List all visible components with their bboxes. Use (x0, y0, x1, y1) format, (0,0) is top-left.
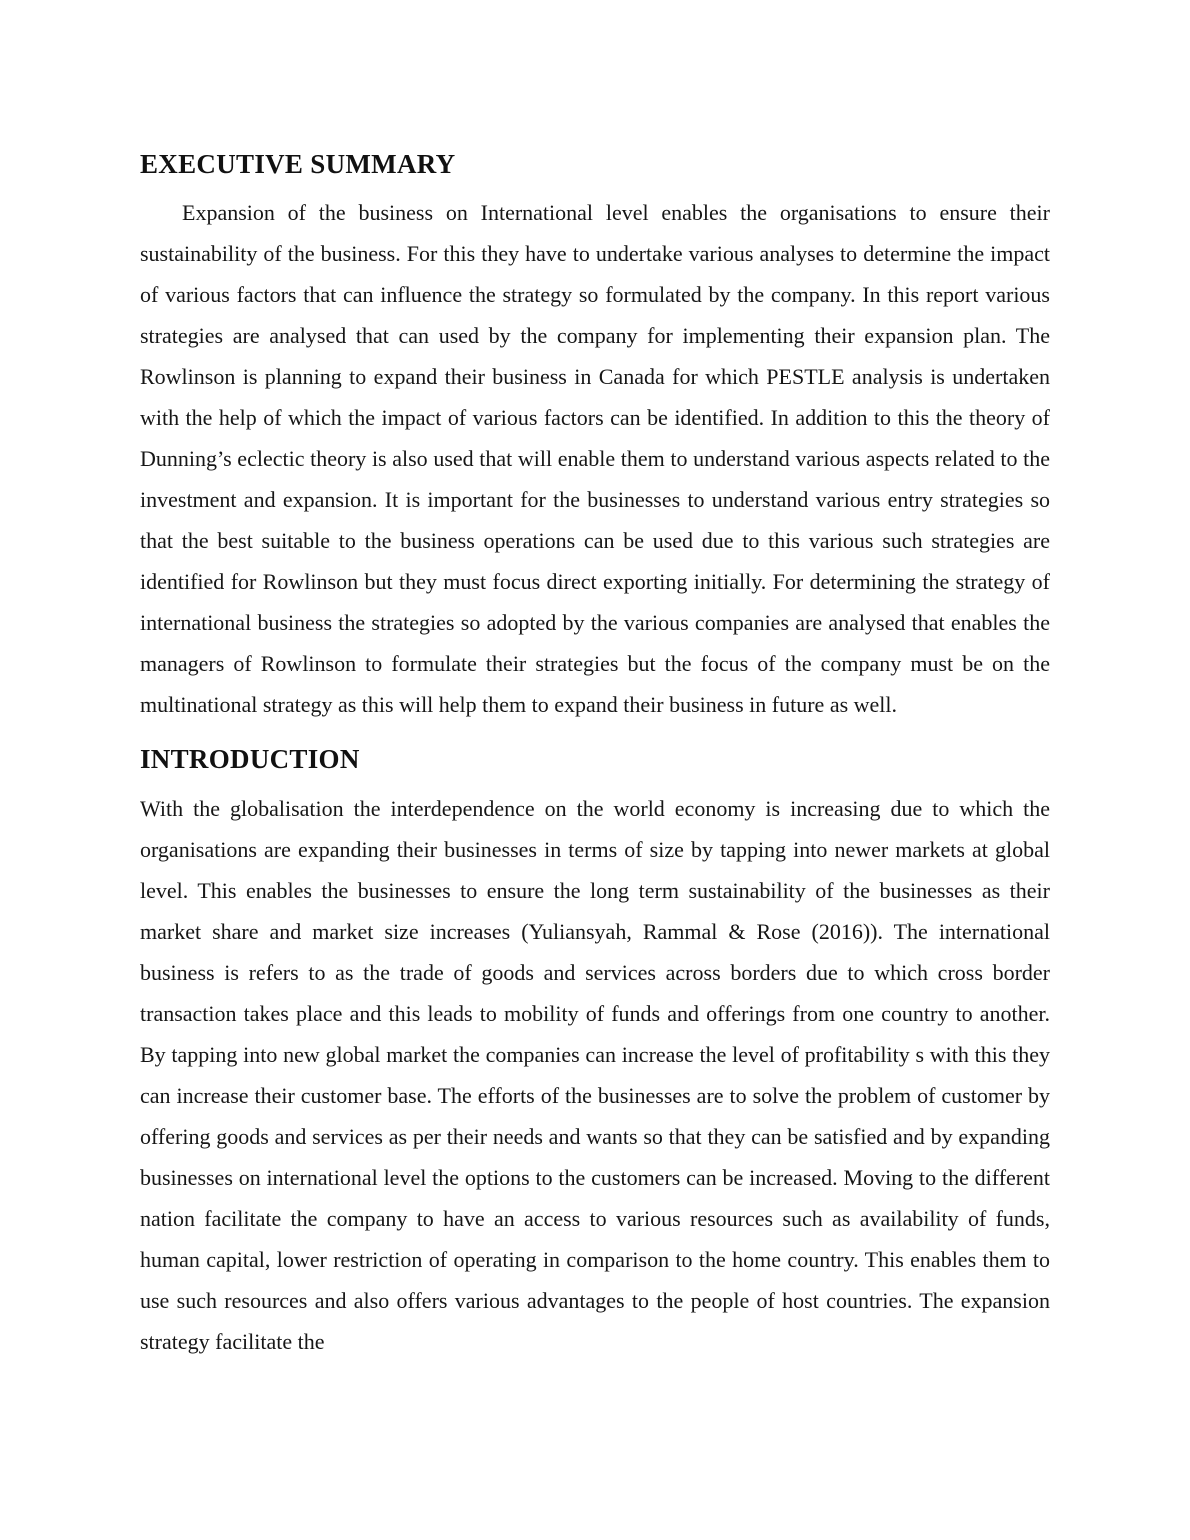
paragraph-executive-summary: Expansion of the business on International level enables the organisations to ensure their sustainability of the business. For this they have to undertake various analyses to determine the impact of various factors that can influence the strategy so formulated by the company. In this report various strategies are analysed that can used by the company for implementing their expansion plan. The Rowlinson is planning to expand their business in Canada for which PESTLE analysis is undertaken with the help of which the impact of various factors can be identified. In addition to this the theory of Dunning’s eclectic theory is also used that will enable them to understand various aspects related to the investment and expansion. It is important for the businesses to understand various entry strategies so that the best suitable to the business operations can be used due to this various such strategies are identified for Rowlinson but they must focus direct exporting initially. For determining the strategy of international business the strategies so adopted by the various companies are analysed that enables the managers of Rowlinson to formulate their strategies but the focus of the company must be on the multinational strategy as this will help them to expand their business in future as well. (140, 200, 1050, 718)
heading-executive-summary: EXECUTIVE SUMMARY (140, 149, 456, 179)
paragraph-introduction: With the globalisation the interdependence on the world economy is increasing due to which the organisations are expanding their businesses in terms of size by tapping into newer markets at global level. This enables the businesses to ensure the long term sustainability of the businesses as their market share and market size increases (Yuliansyah, Rammal & Rose (2016)). The international business is refers to as the trade of goods and services across borders due to which cross border transaction takes place and this leads to mobility of funds and offerings from one country to another. By tapping into new global market the companies can increase the level of profitability s with this they can increase their customer base. The efforts of the businesses are to solve the problem of customer by offering goods and services as per their needs and wants so that they can be satisfied and by expanding businesses on international level the options to the customers can be increased. Moving to the different nation facilitate the company to have an access to various resources such as availability of funds, human capital, lower restriction of operating in comparison to the home country. This enables them to use such resources and also offers various advantages to the people of host countries. The expansion strategy facilitate the (140, 795, 1050, 1354)
heading-introduction: INTRODUCTION (140, 744, 360, 775)
section-executive-summary (140, 148, 1050, 725)
section-introduction (140, 743, 1050, 1361)
